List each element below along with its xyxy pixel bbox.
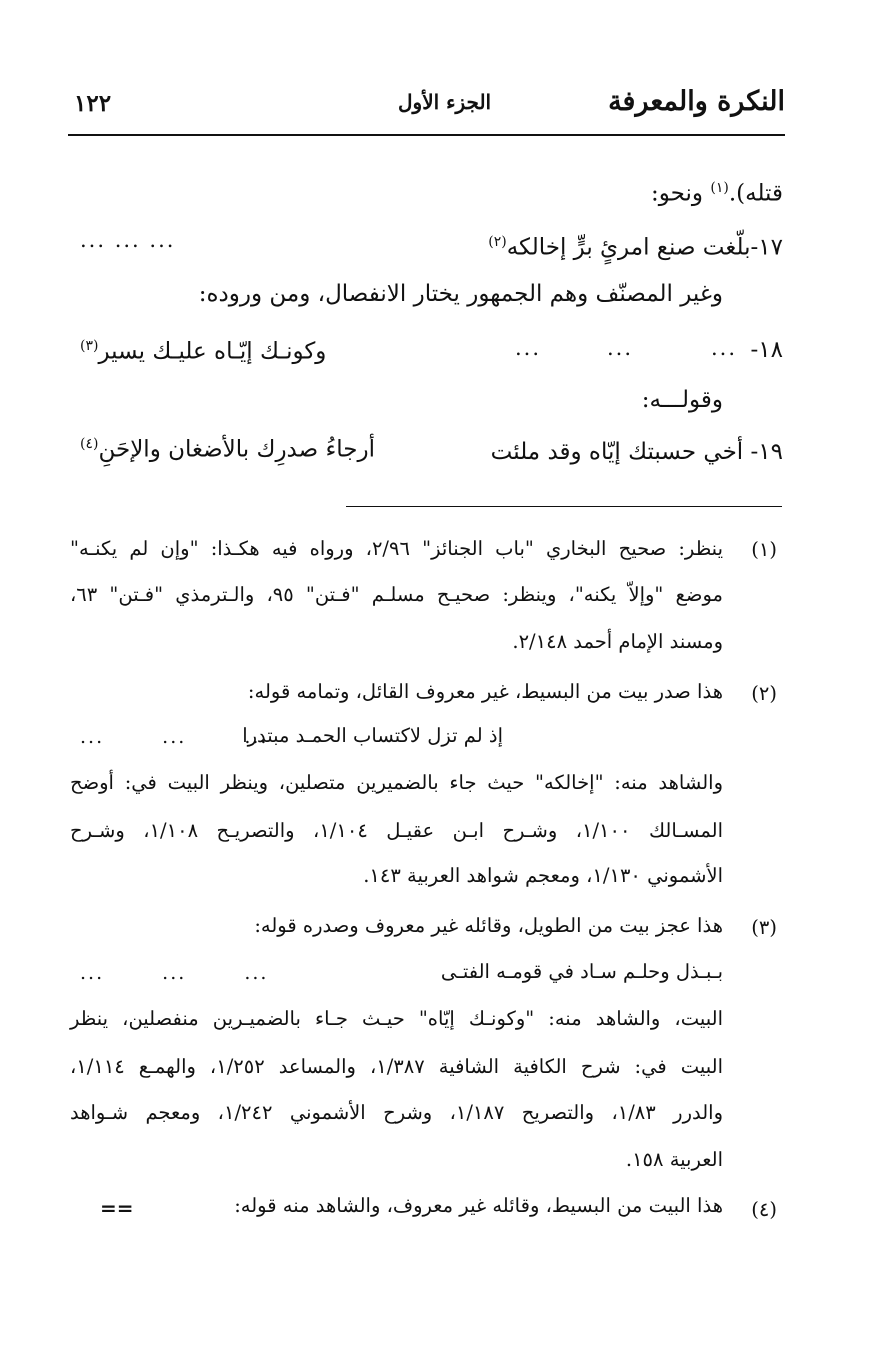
footnote-2-line-2: المسـالك ١/١٠٠، وشـرح ابـن عقيـل ١/١٠٤، والتصريـح ١/١٠٨، وشـرح (70, 819, 724, 842)
footnote-ref-4: (٤) (80, 436, 99, 452)
footnote-number-3: (٣) (751, 916, 777, 939)
verse-17 (488, 226, 783, 264)
footnote-2-verse: إذ لم تزل لاكتساب الحمـد مبتدرا (242, 724, 503, 747)
footnote-ref-2: (٢) (488, 234, 507, 250)
footnote-3-line-3: والدرر ١/٨٣، والتصريح ١/١٨٧، وشرح الأشموني ١/٢٤٢، ومعجم شـواهد (70, 1101, 723, 1124)
footnote-3-line-2: البيت في: شرح الكافية الشافية ١/٣٨٧، والمساعد ١/٢٥٢، والهمـع ١/١١٤، (70, 1055, 723, 1078)
verse-number: ١٧- (750, 234, 783, 261)
footnote-2-line-3: الأشموني ١/١٣٠، ومعجم شواهد العربية ١٤٣. (363, 864, 723, 887)
verse-18-num: ١٨- (750, 337, 783, 363)
body-line-1: قتله).$^{(١)}$ ونحو: (651, 180, 783, 207)
page-number: ١٢٢ (74, 90, 112, 117)
footnote-2-verse-dots: ... ... ... (80, 726, 269, 748)
body-line-5: وقولـــه: (641, 387, 723, 413)
footnote-2-line-1: والشاهد منه: "إخالكه" حيث جاء بالضميرين متصلين، وينظر البيت في: أوضح (70, 771, 723, 794)
footnote-2-intro: هذا صدر بيت من البسيط، غير معروف القائل، وتمامه قوله: (247, 680, 723, 703)
footnote-number-4: (٤) (751, 1198, 777, 1221)
footnote-3-line-1: البيت، والشاهد منه: "وكونـك إيّاه" حيـث جـاء بالضميـرين منفصلين، ينظر (70, 1007, 723, 1030)
verse-number: ١٩- (750, 439, 783, 465)
verse-18-second-half (80, 330, 326, 368)
verse-19-second: أرجاءُ صدرِك بالأضغان والإحَنِ$^{(٤)}$ (80, 436, 375, 463)
footnote-3-verse: بـبـذل وحلـم سـاد في قومـه الفتـى (440, 960, 723, 983)
body-line-3: وغير المصنّف وهم الجمهور يختار الانفصال، ومن وروده: (198, 281, 723, 307)
footnote-4-intro: هذا البيت من البسيط، وقائله غير معروف، والشاهد منه قوله: (234, 1194, 723, 1217)
footnote-3-intro: هذا عجز بيت من الطويل، وقائله غير معروف وصدره قوله: (254, 914, 723, 937)
verse-18-dots-b: ... (606, 336, 633, 360)
footnote-1-line-3: ومسند الإمام أحمد ٢/١٤٨. (512, 630, 723, 653)
footnote-1-line-1: ينظر: صحيح البخاري "باب الجنائز" ٢/٩٦، ورواه فيه هكـذا: "وإن لم يكنـه" (70, 537, 723, 560)
footnote-ref-3: (٣) (80, 338, 99, 354)
verse-text: وكونـك إيّـاه عليـك يسير (98, 338, 327, 365)
verse-17-dots: ... ... ... (80, 228, 176, 252)
footnote-1-line-2: موضع "وإلاّ يكنه"، وينظر: صحيـح مسلـم "فـتن" ٩٥، والـترمذي "فـتن" ٦٣، (70, 583, 723, 606)
footnote-3-line-4: العربية ١٥٨. (625, 1148, 723, 1171)
book-title: النكرة والمعرفة (608, 86, 785, 117)
footnote-number-2: (٢) (751, 682, 777, 705)
verse-19-first: ١٩- أخي حسبتك إيّاه وقد ملئت (490, 439, 783, 465)
continuation-mark: == (100, 1196, 134, 1220)
footnote-ref-1: (١) (710, 180, 729, 196)
footnote-number-1: (١) (751, 538, 777, 561)
header-rule (68, 134, 785, 136)
verse-text: بلّغت صنع امرئٍ برٍّ إخالكه (506, 234, 751, 261)
volume-label: الجزء الأول (398, 90, 492, 114)
footnote-3-verse-dots: ... ... ... (80, 962, 269, 984)
page-header (68, 86, 785, 126)
footnote-separator (346, 506, 782, 507)
verse-18-dots-a: ... (710, 336, 737, 360)
verse-18-dots-c: ... (514, 336, 541, 360)
